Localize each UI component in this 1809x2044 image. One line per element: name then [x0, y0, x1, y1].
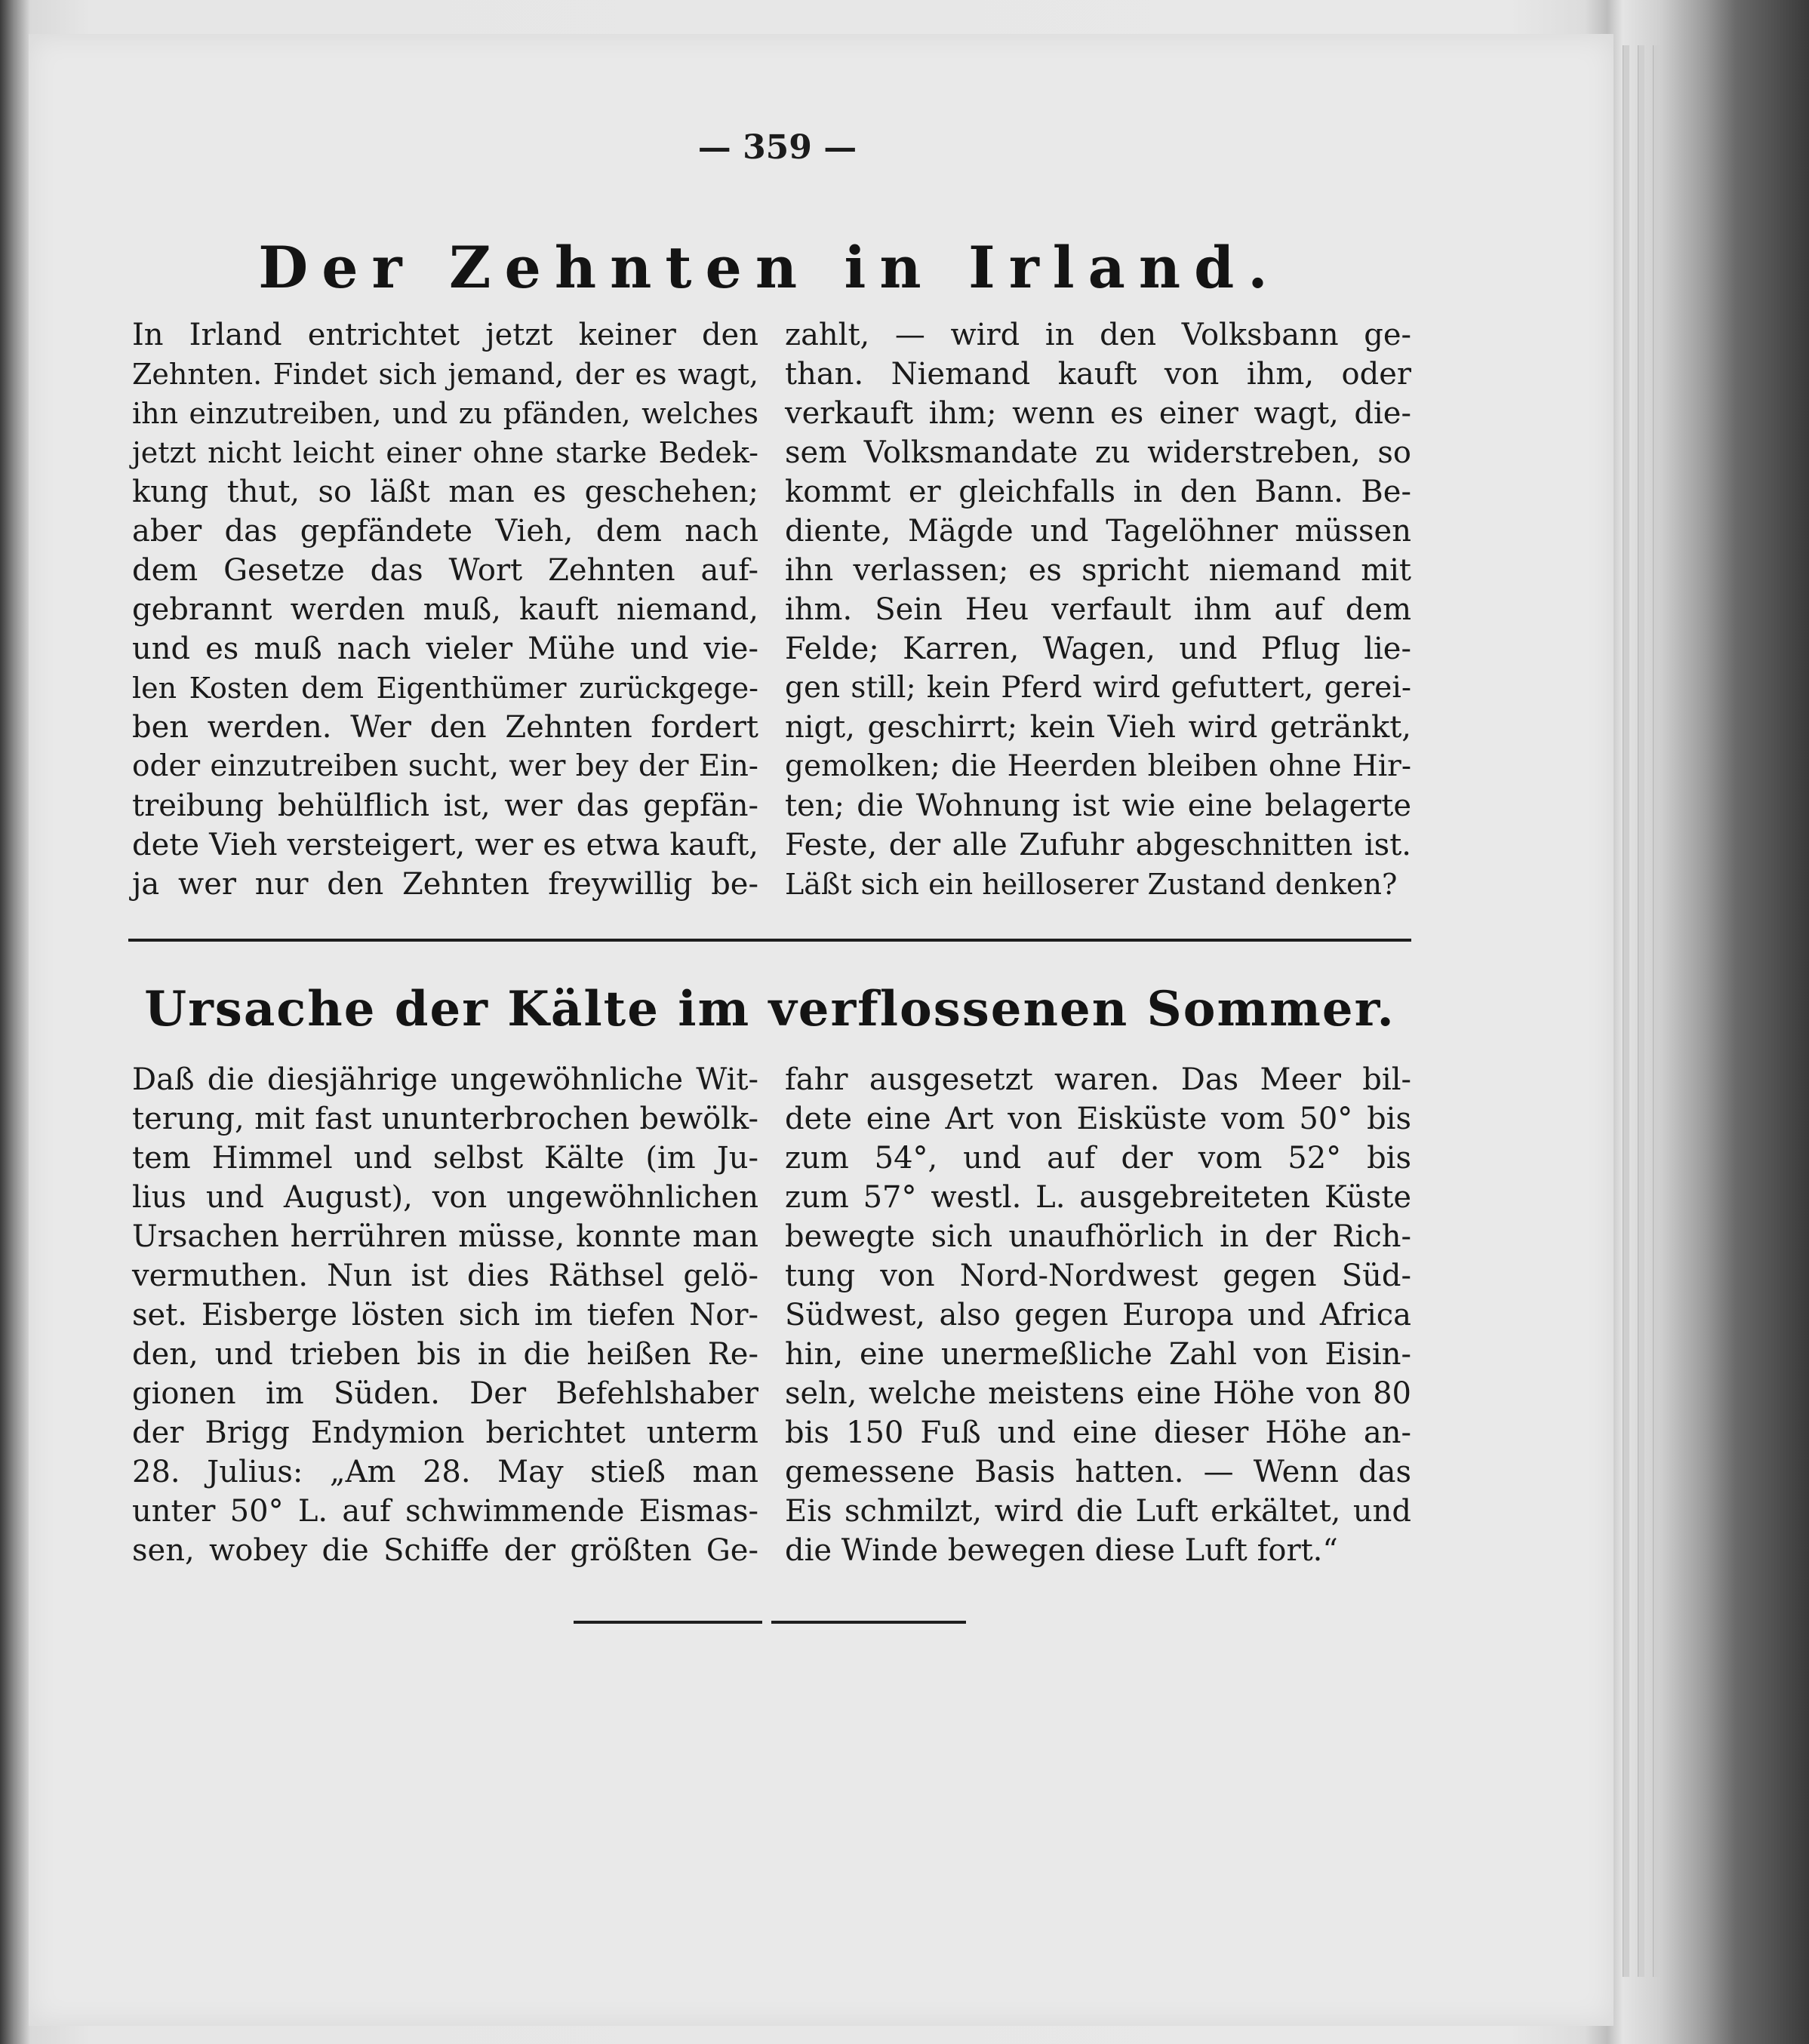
text-line: gemolken; die Heerden bleiben ohne Hir-	[785, 749, 1411, 783]
text-line: len Kosten dem Eigenthümer zurückgege-	[132, 672, 758, 705]
text-line: Eis schmilzt, wird die Luft erkältet, und	[785, 1494, 1411, 1529]
text-line: treibung behülflich ist, wer das gepfän-	[132, 788, 758, 823]
article-column-left	[132, 315, 758, 904]
text-line: ihm. Sein Heu verfault ihm auf dem	[785, 592, 1411, 627]
article-column-right	[785, 315, 1411, 904]
text-line: Felde; Karren, Wagen, und Pflug lie-	[785, 632, 1411, 666]
text-line: unter 50° L. auf schwimmende Eismas-	[132, 1494, 758, 1529]
text-line: diente, Mägde und Tagelöhner müssen	[785, 514, 1411, 549]
text-line: Läßt sich ein heilloserer Zustand denken?	[785, 868, 1398, 901]
text-line: ja wer nur den Zehnten freywillig be-	[132, 867, 758, 902]
text-line: zahlt, — wird in den Volksbann ge-	[785, 318, 1411, 352]
text-line: fahr ausgesetzt waren. Das Meer bil-	[785, 1062, 1411, 1097]
section-divider	[128, 939, 1411, 942]
text-line: ben werden. Wer den Zehnten fordert	[132, 710, 758, 745]
text-line: Südwest, also gegen Europa und Africa	[785, 1298, 1411, 1332]
page-edge	[1653, 45, 1660, 1977]
text-line: tem Himmel und selbst Kälte (im Ju-	[132, 1141, 758, 1176]
text-line: hin, eine unermeßliche Zahl von Eisin-	[785, 1337, 1411, 1372]
text-line: Zehnten. Findet sich jemand, der es wagt,	[132, 358, 758, 391]
article-title: Der Zehnten in Irland.	[258, 234, 1281, 301]
text-line: gebrannt werden muß, kauft niemand,	[132, 592, 758, 627]
text-line: dete eine Art von Eisküste vom 50° bis	[785, 1102, 1411, 1136]
text-line: In Irland entrichtet jetzt keiner den	[132, 318, 758, 352]
article-column-right	[785, 1060, 1411, 1570]
text-line: lius und August), von ungewöhnlichen	[132, 1180, 758, 1215]
page-edge	[1623, 45, 1629, 1977]
text-line: sem Volksmandate zu widerstreben, so	[785, 435, 1411, 470]
text-line: Daß die diesjährige ungewöhnliche Wit-	[132, 1062, 758, 1097]
text-line: sen, wobey die Schiffe der größten Ge-	[132, 1533, 758, 1568]
text-line: Feste, der alle Zufuhr abgeschnitten ist.	[785, 828, 1411, 862]
text-line: verkauft ihm; wenn es einer wagt, die-	[785, 396, 1411, 431]
page-number: — 359 —	[697, 128, 857, 167]
page-edge	[1638, 45, 1644, 1977]
text-line: aber das gepfändete Vieh, dem nach	[132, 514, 758, 549]
text-line: kommt er gleichfalls in den Bann. Be-	[785, 475, 1411, 509]
text-line: kung thut, so läßt man es geschehen;	[132, 475, 758, 509]
article-column-left	[132, 1060, 758, 1570]
text-line: nigt, geschirrt; kein Vieh wird getränkt,	[785, 710, 1411, 745]
text-line: den, und trieben bis in die heißen Re-	[132, 1337, 758, 1372]
text-line: gen still; kein Pferd wird gefuttert, gerei-	[785, 671, 1411, 705]
text-line: than. Niemand kauft von ihm, oder	[785, 357, 1411, 392]
text-line: dete Vieh versteigert, wer es etwa kauft,	[132, 828, 758, 862]
text-line: oder einzutreiben sucht, wer bey der Ein-	[132, 749, 758, 783]
text-line: tung von Nord-Nordwest gegen Süd-	[785, 1259, 1411, 1293]
text-line: Ursachen herrühren müsse, konnte man	[132, 1219, 758, 1254]
text-line: set. Eisberge lösten sich im tiefen Nor-	[132, 1298, 758, 1332]
text-line: terung, mit fast ununterbrochen bewölk-	[132, 1102, 758, 1136]
article-title: Ursache der Kälte im verflossenen Sommer.	[144, 981, 1395, 1037]
text-line: zum 57° westl. L. ausgebreiteten Küste	[785, 1180, 1411, 1215]
text-line: gionen im Süden. Der Befehlshaber	[132, 1376, 758, 1411]
text-line: der Brigg Endymion berichtet unterm	[132, 1415, 758, 1450]
text-line: ten; die Wohnung ist wie eine belagerte	[785, 788, 1411, 823]
text-line: bewegte sich unaufhörlich in der Rich-	[785, 1219, 1411, 1254]
end-rule	[771, 1621, 966, 1624]
text-line: und es muß nach vieler Mühe und vie-	[132, 632, 758, 666]
text-line: gemessene Basis hatten. — Wenn das	[785, 1455, 1411, 1489]
text-line: dem Gesetze das Wort Zehnten auf-	[132, 553, 758, 588]
text-line: seln, welche meistens eine Höhe von 80	[785, 1376, 1411, 1411]
text-line: bis 150 Fuß und eine dieser Höhe an-	[785, 1415, 1411, 1450]
text-line: vermuthen. Nun ist dies Räthsel gelö-	[132, 1259, 758, 1293]
text-line: zum 54°, und auf der vom 52° bis	[785, 1141, 1411, 1176]
end-rule	[574, 1621, 762, 1624]
text-line: ihn verlassen; es spricht niemand mit	[785, 553, 1411, 588]
text-line: 28. Julius: „Am 28. May stieß man	[132, 1455, 758, 1489]
text-line: die Winde bewegen diese Luft fort.“	[785, 1533, 1338, 1568]
text-line: ihn einzutreiben, und zu pfänden, welches	[132, 397, 758, 430]
text-line: jetzt nicht leicht einer ohne starke Bedek-	[132, 436, 758, 469]
